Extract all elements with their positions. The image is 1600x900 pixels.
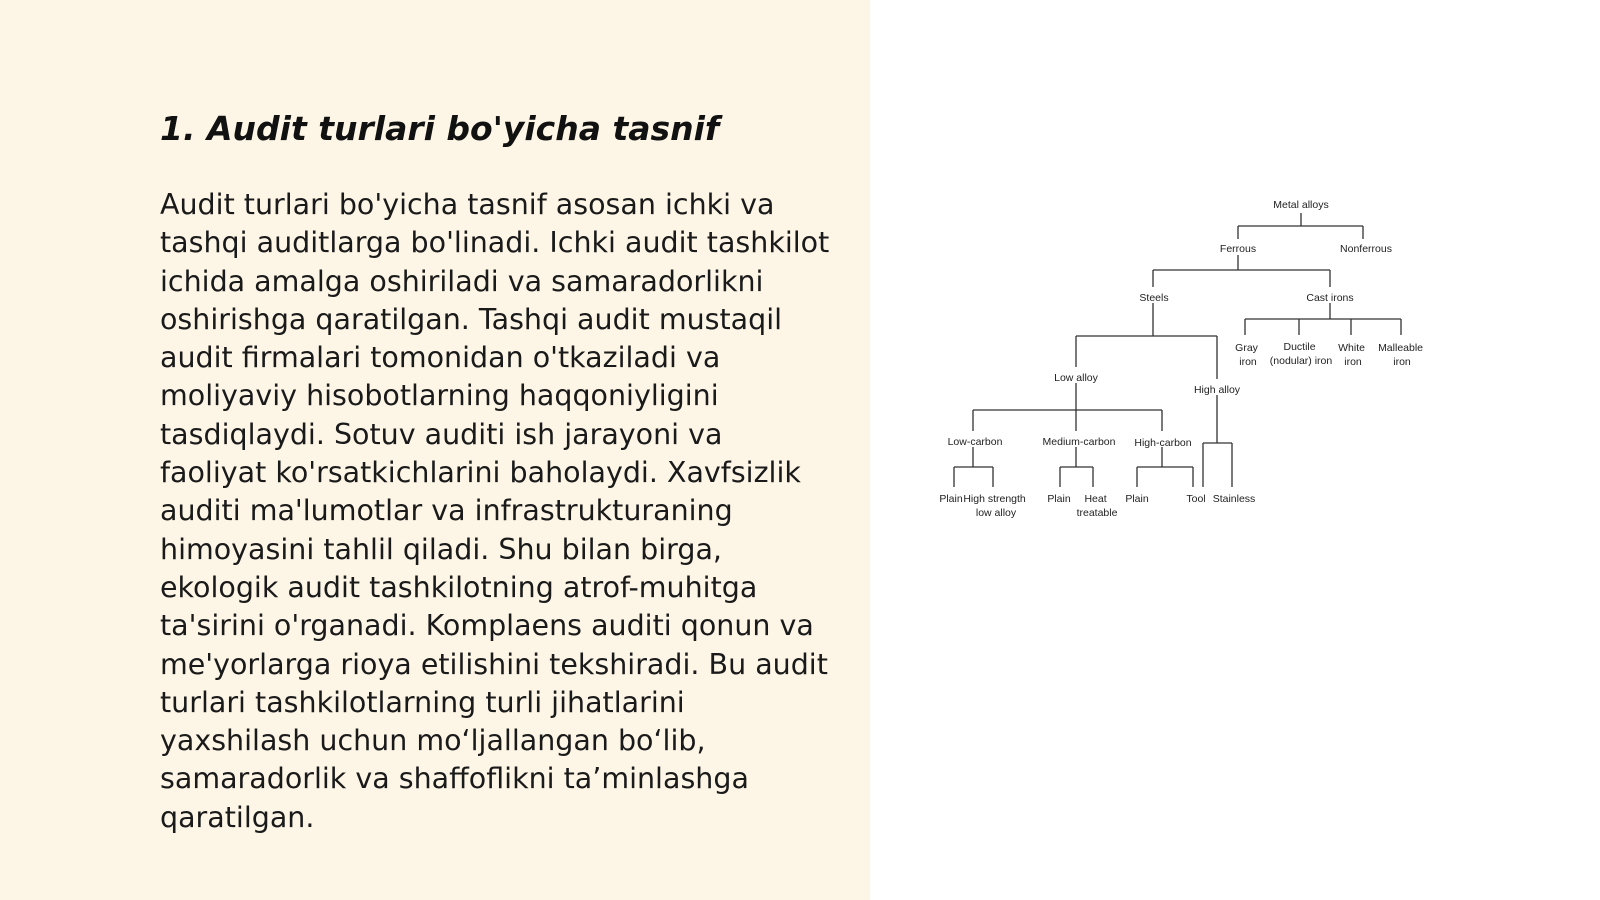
node-lc-plain: Plain bbox=[939, 493, 963, 505]
node-ductile-iron bbox=[1270, 341, 1333, 367]
node-lc-hsla-line1: High strength bbox=[963, 493, 1026, 505]
node-white-iron bbox=[1338, 342, 1368, 368]
node-cast-irons: Cast irons bbox=[1306, 292, 1354, 304]
node-gray-iron bbox=[1235, 342, 1261, 368]
node-malleable-iron bbox=[1378, 342, 1426, 368]
node-gray-iron-line2: iron bbox=[1239, 356, 1257, 368]
node-lc-hsla bbox=[963, 493, 1028, 519]
node-ductile-iron-line2: (nodular) iron bbox=[1269, 355, 1333, 367]
slide-body-text: Audit turlari bo'yicha tasnif asosan ichki va tashqi auditlarga bo'linadi. Ichki audit tashkilot ichida amalga oshiriladi va samaradorlikni oshirishga qaratilgan. Tashqi audit mustaqil audit firmalari tomonidan o'tkaziladi va moliyaviy hisobotlarning haqqoniyligini tasdiqlaydi. Sotuv auditi ish jarayoni va faoliyat ko'rsatkichlarini baholaydi. Xavfsizlik auditi ma'lumotlar va infrastrukturaning himoyasini tahlil qiladi. Shu bilan birga, ekologik audit tashkilotning atrof-muhitga ta'sirini o'rganadi. Komplaens auditi qonun va me'yorlarga rioya etilishini tekshiradi. Bu audit turlari tashkilotlarning turli jihatlarini yaxshilash uchun mo‘ljallangan bo‘lib, samaradorlik va shaffoflikni ta’minlashga qaratilgan. bbox=[160, 188, 830, 834]
node-nonferrous: Nonferrous bbox=[1340, 243, 1392, 255]
node-high-alloy: High alloy bbox=[1193, 384, 1241, 396]
node-low-alloy: Low alloy bbox=[1054, 372, 1098, 384]
node-malleable-iron-line1: Malleable bbox=[1378, 342, 1424, 354]
metal-alloys-tree-diagram bbox=[939, 195, 1485, 540]
node-mc-heat-treatable bbox=[1077, 493, 1118, 519]
node-medium-carbon: Medium-carbon bbox=[1042, 436, 1116, 448]
node-metal-alloys: Metal alloys bbox=[1273, 199, 1329, 211]
node-malleable-iron-line2: iron bbox=[1393, 356, 1411, 368]
node-lc-hsla-line2: low alloy bbox=[975, 507, 1017, 519]
node-ferrous: Ferrous bbox=[1219, 243, 1257, 255]
node-steels: Steels bbox=[1139, 292, 1169, 304]
node-white-iron-line1: White bbox=[1338, 342, 1365, 354]
node-mc-plain: Plain bbox=[1047, 493, 1071, 505]
node-stainless: Stainless bbox=[1212, 493, 1256, 505]
node-ductile-iron-line1: Ductile bbox=[1283, 341, 1316, 353]
node-low-carbon: Low-carbon bbox=[947, 436, 1003, 448]
node-white-iron-line2: iron bbox=[1344, 356, 1362, 368]
node-gray-iron-line1: Gray bbox=[1235, 342, 1258, 354]
node-mc-heat-treatable-line2: treatable bbox=[1076, 507, 1118, 519]
slide-title: 1. Audit turlari bo'yicha tasnif bbox=[160, 109, 720, 148]
node-high-carbon: High-carbon bbox=[1134, 437, 1192, 449]
node-tool: Tool bbox=[1186, 493, 1206, 505]
node-mc-heat-treatable-line1: Heat bbox=[1084, 493, 1107, 505]
node-hc-plain: Plain bbox=[1125, 493, 1149, 505]
